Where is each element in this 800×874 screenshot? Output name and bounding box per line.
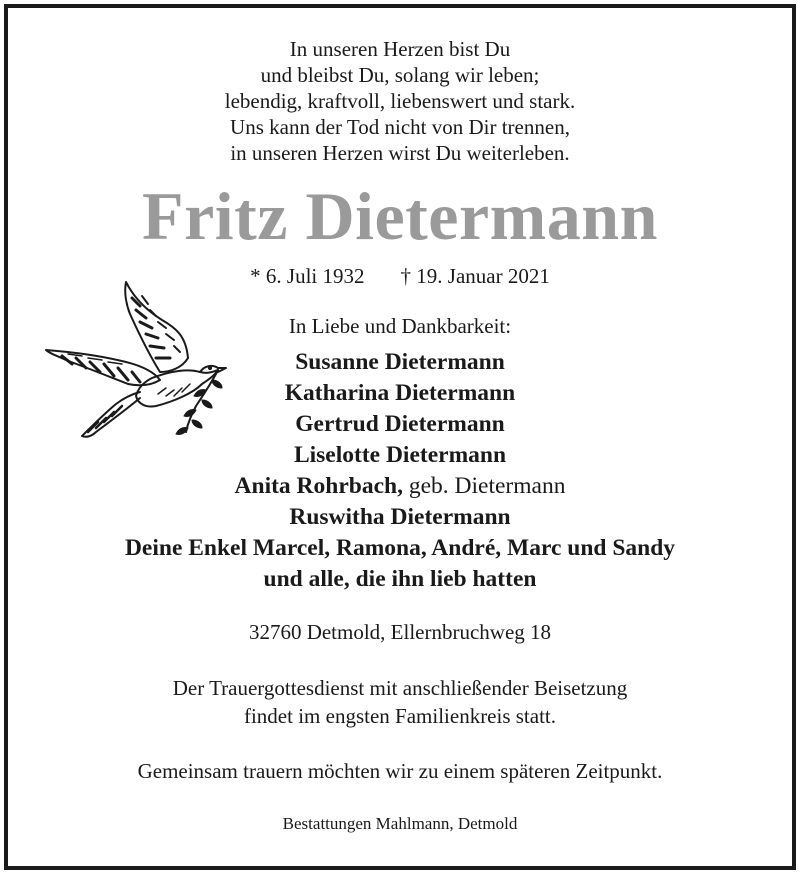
- poem-line: in unseren Herzen wirst Du weiterleben.: [230, 141, 570, 165]
- others-line: und alle, die ihn lieb hatten: [263, 566, 537, 592]
- family-member-name: Anita Rohrbach,: [234, 473, 403, 499]
- family-member: Liselotte Dietermann: [293, 442, 507, 468]
- grandchildren-line: Deine Enkel Marcel, Ramona, André, Marc und Sandy: [124, 535, 676, 561]
- family-list: [0, 347, 800, 595]
- address: 32760 Detmold, Ellernbruchweg 18: [248, 620, 552, 644]
- family-member: Ruswitha Dietermann: [289, 504, 511, 530]
- memorial-poem: [0, 36, 800, 166]
- funeral-service-info: [0, 674, 800, 730]
- family-member-maiden-name: geb. Dietermann: [402, 473, 566, 499]
- dedication-line: In Liebe und Dankbarkeit:: [288, 314, 512, 338]
- mourning-note: Gemeinsam trauern möchten wir zu einem späteren Zeitpunkt.: [137, 759, 663, 783]
- undertaker-name: Bestattungen Mahlmann, Detmold: [282, 814, 518, 833]
- death-date: † 19. Januar 2021: [400, 264, 550, 288]
- family-member: Katharina Dietermann: [284, 380, 516, 406]
- family-member: Gertrud Dietermann: [295, 411, 505, 437]
- service-line: Der Trauergottesdienst mit anschließender Beisetzung: [172, 676, 628, 700]
- birth-date: * 6. Juli 1932: [250, 264, 365, 288]
- family-member: [0, 471, 800, 502]
- deceased-name: Fritz Dietermann: [142, 178, 658, 254]
- poem-line: In unseren Herzen bist Du: [289, 37, 511, 61]
- poem-line: Uns kann der Tod nicht von Dir trennen,: [230, 115, 570, 139]
- poem-line: lebendig, kraftvoll, liebenswert und stark.: [224, 89, 576, 113]
- poem-line: und bleibst Du, solang wir leben;: [260, 63, 540, 87]
- service-line: findet im engsten Familienkreis statt.: [243, 704, 557, 728]
- family-member: Susanne Dietermann: [295, 349, 505, 375]
